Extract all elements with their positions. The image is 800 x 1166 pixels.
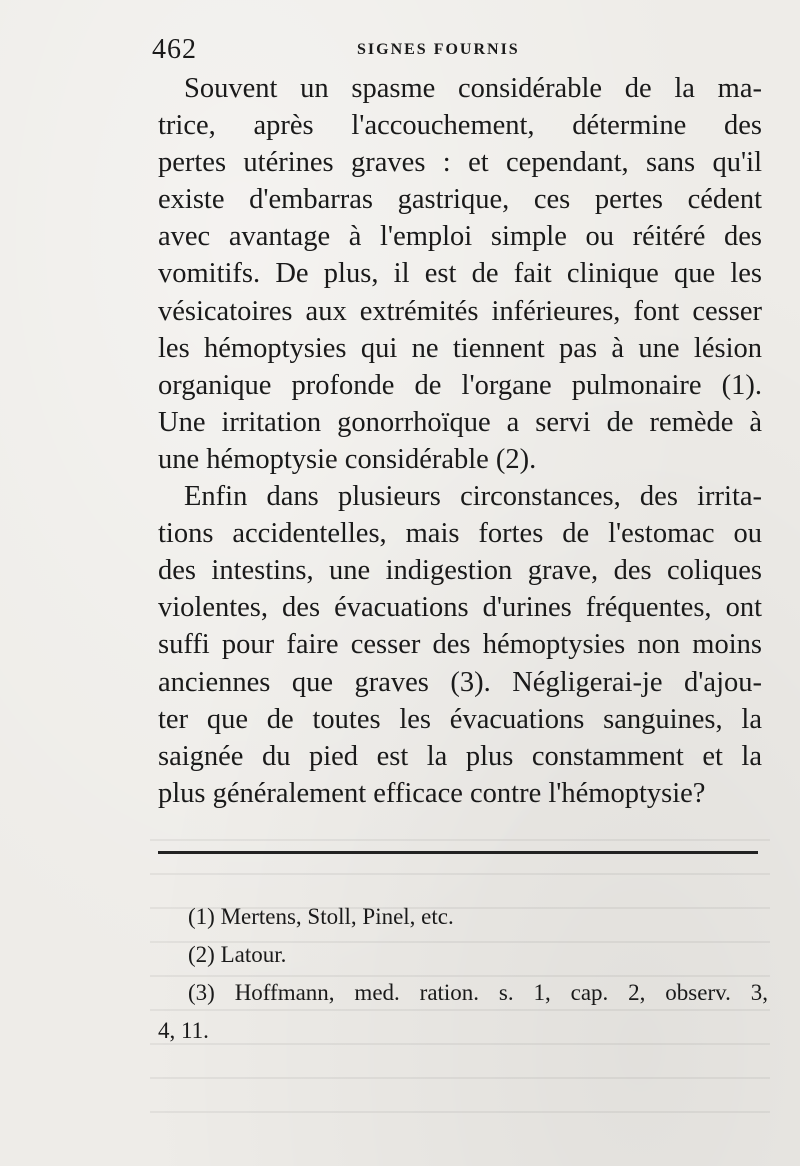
text-line: Souvent un spasme considérable de la ma-	[184, 73, 762, 104]
text-line: existe d'embarras gastrique, ces pertes cédent	[158, 184, 762, 216]
text-line: vésicatoires aux extrémités inférieures, font cesser	[158, 295, 762, 327]
footnote-3-continuation: 4, 11.	[158, 1018, 209, 1043]
page-number: 462	[152, 34, 197, 65]
text-line: organique profonde de l'organe pulmonaire (1).	[158, 369, 762, 401]
footnote-2: (2) Latour.	[188, 942, 287, 967]
footnote-3: (3) Hoffmann, med. ration. s. 1, cap. 2, observ. 3,	[188, 980, 768, 1005]
text-line: Enfin dans plusieurs circonstances, des irrita-	[184, 481, 762, 513]
running-head: SIGNES FOURNIS	[357, 41, 520, 58]
footnote-separator	[158, 851, 758, 854]
text-line: suffi pour faire cesser des hémoptysies non moins	[158, 629, 762, 661]
text-line: des intestins, une indigestion grave, des coliques	[158, 555, 762, 587]
text-line: les hémoptysies qui ne tiennent pas à une lésion	[158, 332, 762, 364]
text-line: pertes utérines graves : et cependant, sans qu'il	[158, 147, 762, 179]
text-line: avec avantage à l'emploi simple ou réitéré des	[158, 221, 762, 253]
text-line: violentes, des évacuations d'urines fréquentes, ont	[158, 592, 762, 624]
text-line: trice, après l'accouchement, détermine des	[158, 110, 762, 142]
text-line: une hémoptysie considérable (2).	[158, 443, 537, 475]
text-line: vomitifs. De plus, il est de fait clinique que les	[158, 258, 762, 290]
footnote-1: (1) Mertens, Stoll, Pinel, etc.	[188, 904, 454, 929]
text-line: anciennes que graves (3). Négligerai-je d'ajou-	[158, 666, 762, 698]
text-line: tions accidentelles, mais fortes de l'estomac ou	[158, 518, 762, 550]
text-line: Une irritation gonorrhoïque a servi de remède à	[158, 406, 762, 438]
text-line: saignée du pied est la plus constamment et la	[158, 740, 762, 772]
footnotes	[158, 898, 768, 1050]
text-line: plus généralement efficace contre l'hémoptysie?	[158, 777, 706, 809]
text-line: ter que de toutes les évacuations sanguines, la	[158, 703, 762, 735]
page-header	[152, 30, 752, 70]
body-text	[158, 70, 762, 812]
